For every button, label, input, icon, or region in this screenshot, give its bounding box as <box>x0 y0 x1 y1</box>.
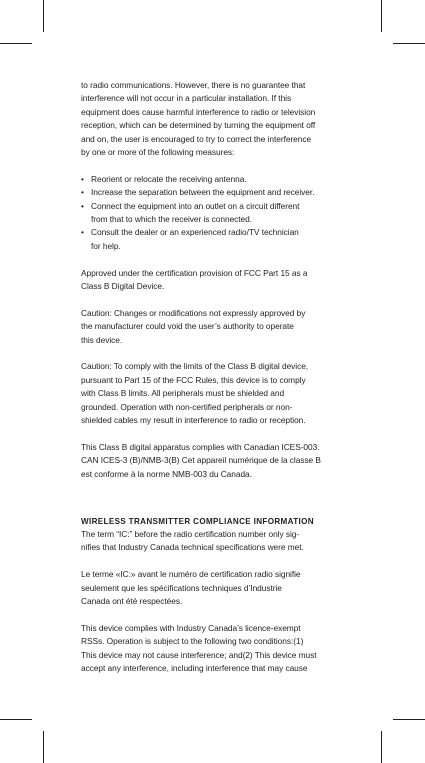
crop-mark-top-left-horizontal <box>0 43 32 44</box>
text-line: to radio communications. However, there is no guarantee that <box>81 80 306 90</box>
document-body <box>81 79 351 675</box>
text-line: and on, the user is encouraged to try to correct the interference <box>81 133 312 144</box>
paragraph-rss-conditions <box>81 622 351 676</box>
text-line: pursuant to Part 15 of the FCC Rules, this device is to comply <box>81 374 306 385</box>
text-line: shielded cables my result in interference to radio or reception. <box>81 415 306 426</box>
text-line: RSSs. Operation is subject to the following two conditions:(1) <box>81 636 304 647</box>
crop-mark-bottom-right-vertical <box>381 731 382 763</box>
crop-mark-bottom-left-vertical <box>43 731 44 763</box>
text-line: the manufacturer could void the user’s authority to operate <box>81 321 294 332</box>
paragraph-canada-ices <box>81 441 351 481</box>
text-line: grounded. Operation with non-certified peripherals or non- <box>81 401 293 412</box>
text-line: This Class B digital apparatus complies with Canadian ICES-003. <box>81 441 320 452</box>
crop-mark-bottom-right-horizontal <box>393 719 425 720</box>
text-line: equipment does cause harmful interference to radio or television <box>81 106 316 117</box>
text-line: Approved under the certification provision of FCC Part 15 as a <box>81 267 308 278</box>
text-line: this device. <box>81 334 123 345</box>
crop-mark-bottom-left-horizontal <box>0 719 32 720</box>
paragraph-ic-term-french <box>81 568 351 608</box>
paragraph-interference <box>81 79 351 159</box>
list-item: • Increase the separation between the equipment and receiver. <box>81 186 351 199</box>
list-item: • Consult the dealer or an experienced radio/TV technician for help. <box>81 226 351 253</box>
crop-mark-top-right-vertical <box>381 0 382 32</box>
text-line: Class B Digital Device. <box>81 281 165 292</box>
text-line: Canada ont été respectées. <box>81 595 183 606</box>
text-line: interference will not occur in a particular installation. If this <box>81 93 292 104</box>
text-line: seulement que les spécifications techniques d’Industrie <box>81 582 282 593</box>
text-line: CAN ICES-3 (B)/NMB-3(B) Cet appareil numérique de la classe B <box>81 455 321 466</box>
paragraph-approval <box>81 267 351 294</box>
text-line: This device may not cause interference; and(2) This device must <box>81 649 317 660</box>
text-line: This device complies with Industry Canada’s licence-exempt <box>81 622 301 633</box>
text-line: by one or more of the following measures: <box>81 147 235 158</box>
paragraph-ic-term <box>81 528 351 555</box>
text-line: reception, which can be determined by turning the equipment off <box>81 120 316 131</box>
crop-mark-top-left-vertical <box>43 0 44 32</box>
measures-list <box>81 173 351 253</box>
text-line: with Class B limits. All peripherals must be shielded and <box>81 388 285 399</box>
paragraph-caution-class-b <box>81 360 351 427</box>
text-line: Caution: To comply with the limits of the Class B digital device, <box>81 361 309 372</box>
text-line: The term “IC:” before the radio certification number only sig- <box>81 528 300 539</box>
list-item: • Connect the equipment into an outlet on a circuit different from that to which the receiver is connected. <box>81 200 351 227</box>
text-line: Caution: Changes or modifications not expressly approved by <box>81 307 306 318</box>
text-line: est conforme à la norme NMB-003 du Canada. <box>81 468 252 479</box>
text-line: nifies that Industry Canada technical specifications were met. <box>81 542 304 553</box>
crop-mark-top-right-horizontal <box>393 43 425 44</box>
text-line: accept any interference, including interference that may cause <box>81 662 308 673</box>
text-line: Le terme «IC:» avant le numéro de certification radio signifie <box>81 569 301 580</box>
list-item: • Reorient or relocate the receiving antenna. <box>81 173 351 186</box>
paragraph-caution-changes <box>81 307 351 347</box>
section-heading: WIRELESS TRANSMITTER COMPLIANCE INFORMATION <box>81 516 314 526</box>
